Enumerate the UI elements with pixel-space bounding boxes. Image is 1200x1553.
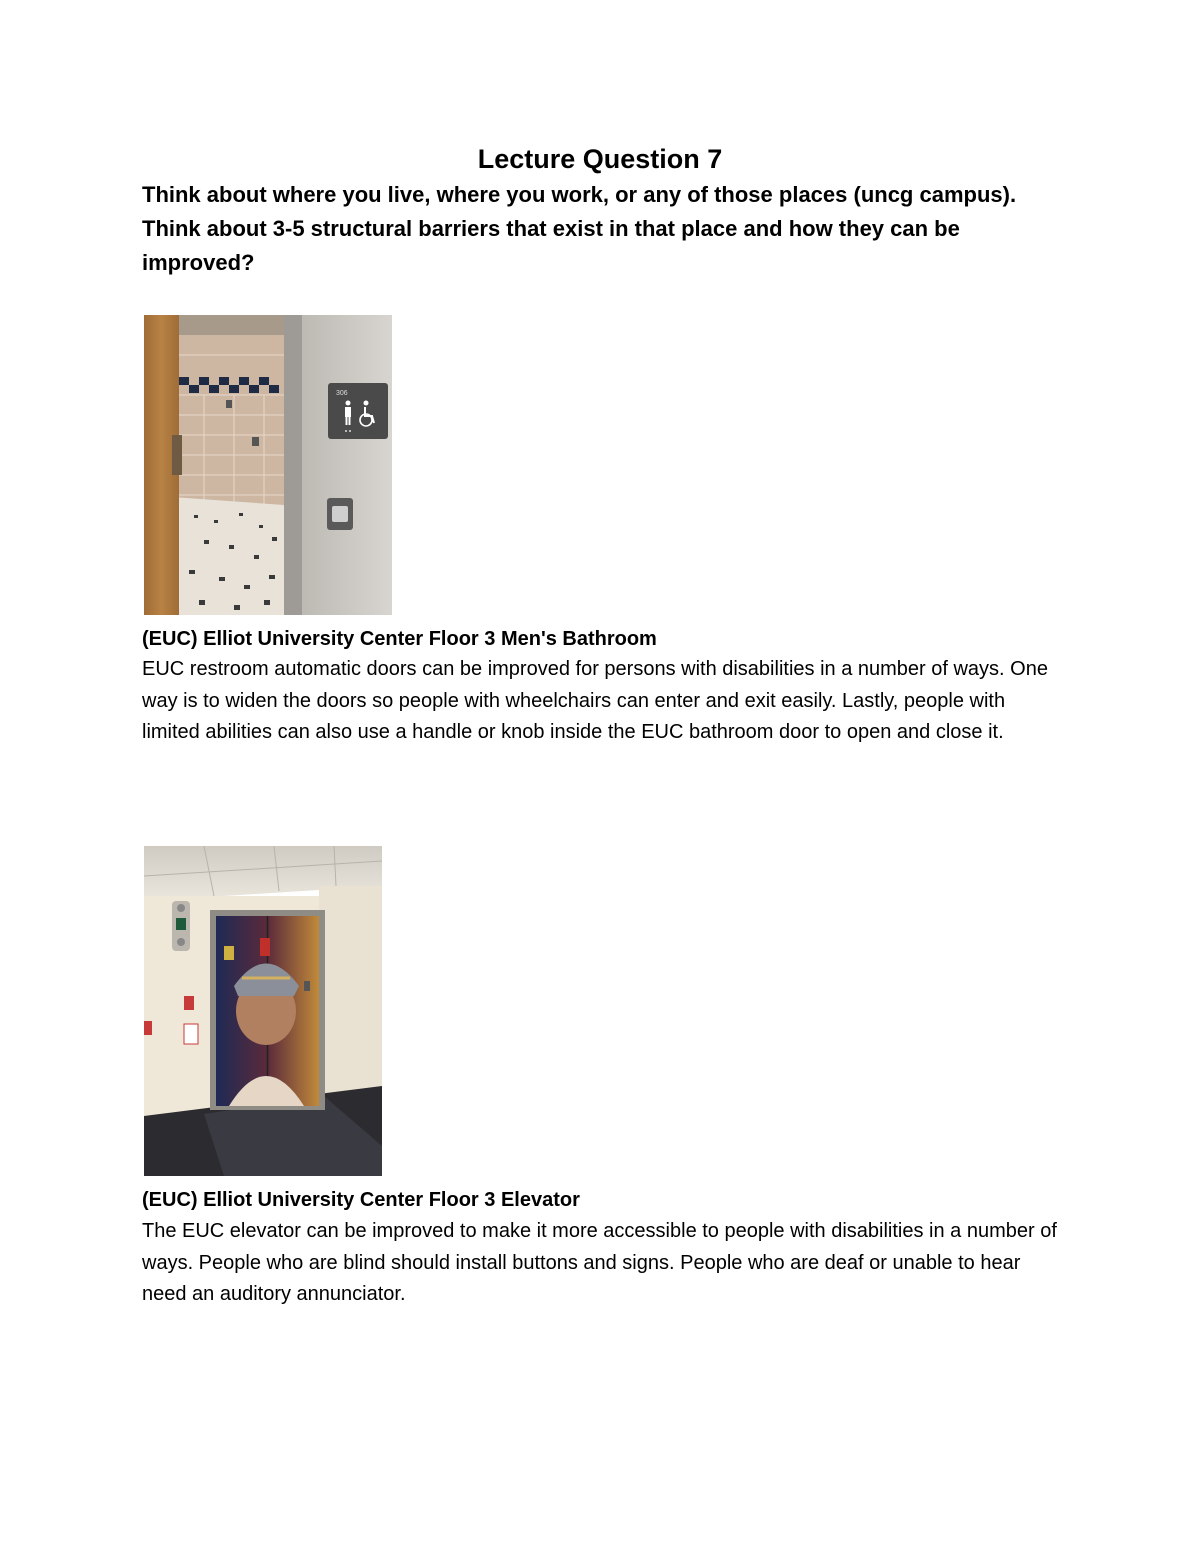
- bathroom-caption-body: EUC restroom automatic doors can be improved for persons with disabilities in a number of ways. One way is to widen the doors so people with wheelchairs can enter and exit easily. Lastly, people with limited abilities can also use a handle or knob inside the EUC bathroom door to open and close it.: [142, 658, 1048, 743]
- elevator-caption-title: (EUC) Elliot University Center Floor 3 Elevator: [142, 1189, 580, 1211]
- elevator-photo: [144, 846, 382, 1176]
- question-prompt: Think about where you live, where you work, or any of those places (uncg campus). Think about 3-5 structural barriers that exist in that place and how they can be improved?: [142, 182, 1017, 275]
- page-title: Lecture Question 7: [477, 144, 723, 174]
- bathroom-door-photo: [144, 315, 392, 615]
- svg-text:306: 306: [336, 390, 348, 397]
- accessibility-push-button-icon: [327, 498, 353, 530]
- bathroom-caption-title: (EUC) Elliot University Center Floor 3 Men's Bathroom: [142, 628, 657, 650]
- men-accessible-sign-icon: [328, 383, 388, 439]
- elevator-caption-body: The EUC elevator can be improved to make it more accessible to people with disabilities in a number of ways. People who are blind should install buttons and signs. People who are deaf or unable to hear need an auditory annunciator.: [142, 1220, 1057, 1305]
